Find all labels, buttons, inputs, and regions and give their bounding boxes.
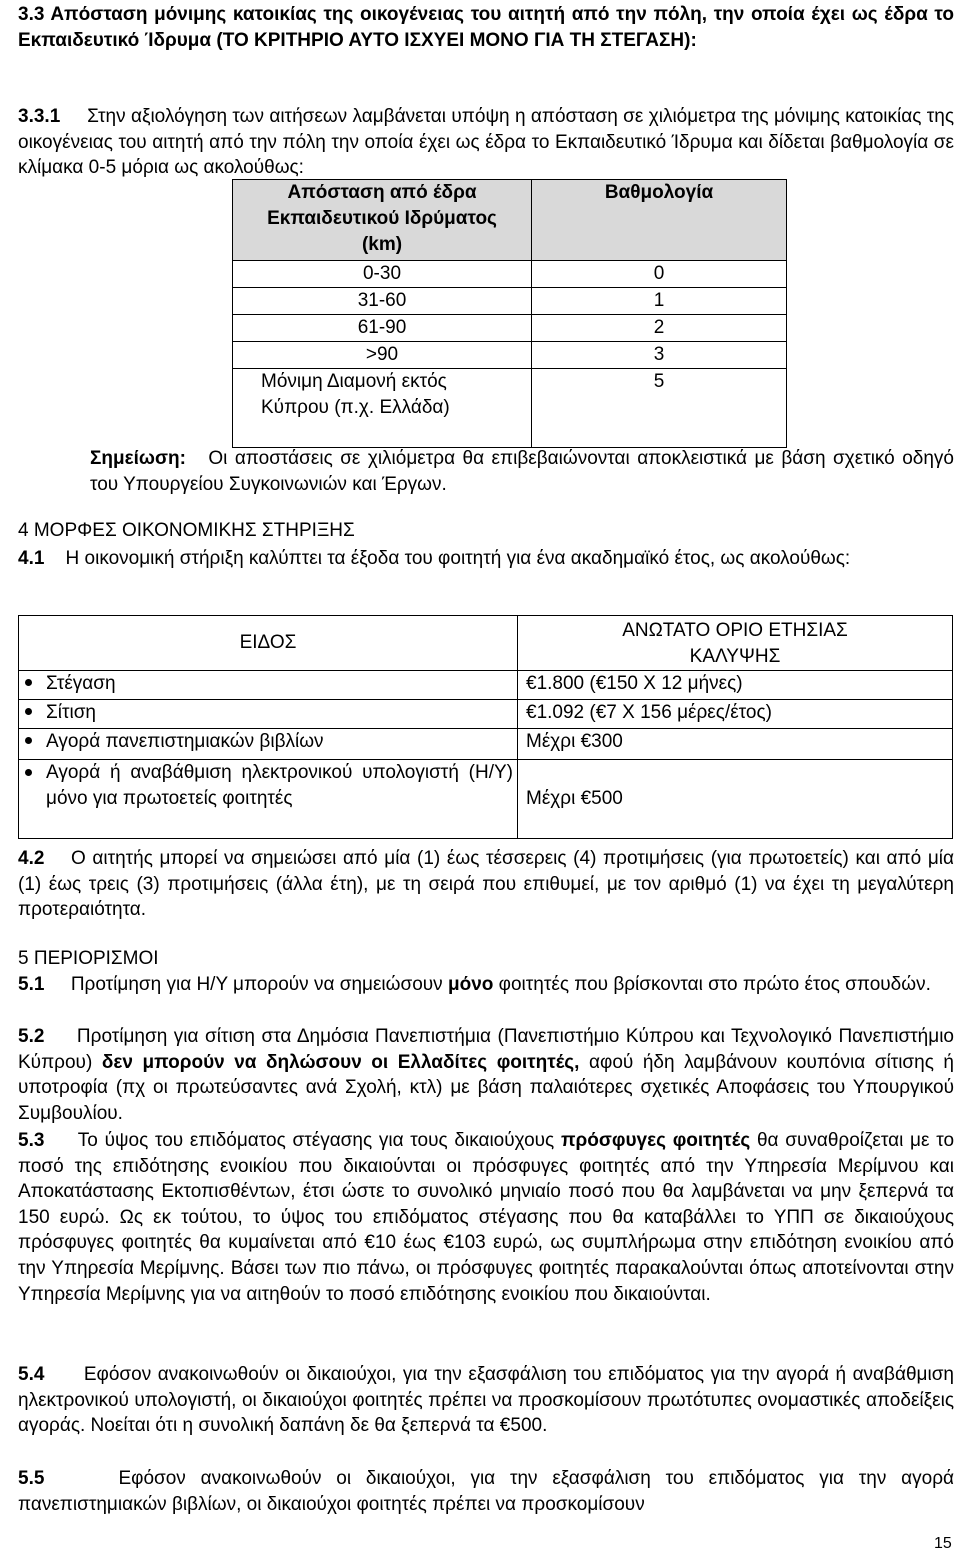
paragraph-5-5-text: Εφόσον ανακοινωθούν οι δικαιούχοι, για την εξασφάλιση του επιδόματος για την αγορά πανεπιστημιακών βιβλίων, οι δικαιούχοι φοιτητές πρέπει να προσκομίσουν (18, 1468, 954, 1515)
distance-cell: 31-60 (233, 288, 532, 315)
support-limits-table (18, 615, 953, 839)
table-row (233, 369, 787, 448)
distance-cell: 61-90 (233, 315, 532, 342)
paragraph-5-4 (18, 1362, 954, 1439)
score-cell: 0 (532, 261, 787, 288)
section-5-heading-text: 5 ΠΕΡΙΟΡΙΣΜΟΙ (18, 948, 159, 969)
page-number: 15 (934, 1535, 952, 1552)
paragraph-4-1-number: 4.1 (18, 548, 45, 569)
paragraph-5-3 (18, 1128, 954, 1307)
paragraph-5-2 (18, 1024, 954, 1126)
paragraph-4-1 (18, 546, 954, 572)
paragraph-5-3-text-c: θα συναθροίζεται με το ποσό της επιδότησης ενοικίου που δικαιούνται οι πρόσφυγες φοιτητές από την Υπηρεσία Μερίμνου και Αποκατάστασης Εκτοπισθέντων, έτσι ώστε το συνολικό μηνιαίο ποσό που θα λαμβάνεται να μην ξεπερνά τα 150 ευρώ. Ως εκ τούτου, το ύψος του επιδόματος στέγασης που θα καταβάλλει το ΥΠΠ σε δικαιούχους πρόσφυγες φοιτητές θα κυμαίνεται από €10 έως €103 ευρώ, ως συμπλήρωμα στην επιδότηση ενοικίου από την Υπηρεσία Μερίμνης. Βάσει των πιο πάνω, οι πρόσφυγες φοιτητές παρακαλούνται όπως αποτείνονται στην Υπηρεσία Μερίμνης για να αιτηθούν το ποσό επιδότησης ενοικίου που δικαιούνται. (18, 1130, 955, 1305)
kind-cell (19, 729, 518, 760)
table-row (233, 315, 787, 342)
paragraph-5-2-number: 5.2 (18, 1026, 45, 1047)
distance-column-header: Απόσταση από έδρα Εκπαιδευτικού Ιδρύματος (km) (233, 180, 532, 261)
section-3-3-heading (18, 2, 954, 53)
paragraph-5-1-text-c: φοιτητές που βρίσκονται στο πρώτο έτος σπουδών. (498, 974, 931, 995)
note-text: Οι αποστάσεις σε χιλιόμετρα θα επιβεβαιώνονται αποκλειστικά με βάση σχετικό οδηγό του Υπουργείου Συγκοινωνιών και Έργων. (90, 448, 954, 495)
note-label: Σημείωση: (90, 448, 186, 469)
kind-text: Αγορά πανεπιστημιακών βιβλίων (46, 731, 324, 752)
paragraph-3-3-1-number: 3.3.1 (18, 106, 61, 127)
limit-column-header (518, 616, 953, 671)
section-3-3-heading-text: 3.3 Απόσταση μόνιμης κατοικίας της οικογένειας του αιτητή από την πόλη, την οποία έχει ως έδρα το Εκπαιδευτικό Ίδρυμα (ΤΟ ΚΡΙΤΗΡΙΟ ΑΥΤΟ ΙΣΧΥΕΙ ΜΟΝΟ ΓΙΑ ΤΗ ΣΤΕΓΑΣΗ): (18, 4, 954, 51)
kind-cell (19, 760, 518, 839)
table-row (233, 342, 787, 369)
paragraph-5-1-text-a: Προτίμηση για Η/Υ μπορούν να σημειώσουν (70, 974, 443, 995)
distance-cell: 0-30 (233, 261, 532, 288)
distance-score-table (232, 179, 787, 448)
bullet-icon (25, 708, 32, 715)
section-4-heading-text: 4 ΜΟΡΦΕΣ ΟΙΚΟΝΟΜΙΚΗΣ ΣΤΗΡΙΞΗΣ (18, 520, 355, 541)
kind-text: Στέγαση (46, 673, 116, 694)
table-row (19, 700, 953, 729)
limit-cell: €1.800 (€150 Χ 12 μήνες) (518, 671, 953, 700)
paragraph-5-1-number: 5.1 (18, 974, 45, 995)
table-row (233, 288, 787, 315)
paragraph-5-4-text: Εφόσον ανακοινωθούν οι δικαιούχοι, για την εξασφάλιση του επιδόματος για την αγορά ή αναβάθμιση ηλεκτρονικού υπολογιστή, οι δικαιούχοι φοιτητές πρέπει να προσκομίσουν πρωτότυπες ονομαστικές αποδείξεις αγοράς. Νοείται ότι η συνολική δαπάνη δε θα ξεπερνά τα €500. (18, 1364, 954, 1437)
limit-cell: Μέχρι €500 (518, 760, 953, 839)
bullet-icon (25, 737, 32, 744)
paragraph-3-3-1 (18, 104, 954, 181)
score-column-header: Βαθμολογία (532, 180, 787, 261)
paragraph-4-2 (18, 846, 954, 923)
paragraph-5-1-text-bold: μόνο (447, 974, 494, 995)
bullet-icon (25, 769, 32, 776)
score-cell: 5 (532, 369, 787, 448)
score-cell: 3 (532, 342, 787, 369)
paragraph-5-2-text-bold: δεν μπορούν να δηλώσουν οι Ελλαδίτες φοιτητές, (101, 1051, 580, 1073)
kind-cell (19, 700, 518, 729)
kind-text: Σίτιση (46, 702, 96, 723)
kind-column-header: ΕΙΔΟΣ (19, 616, 518, 671)
score-cell: 2 (532, 315, 787, 342)
support-table-header (19, 616, 953, 671)
limit-column-header-text: ΑΝΩΤΑΤΟ ΟΡΙΟ ΕΤΗΣΙΑΣ ΚΑΛΥΨΗΣ (622, 620, 848, 667)
distance-cell: Μόνιμη Διαμονή εκτός Κύπρου (π.χ. Ελλάδα) (233, 369, 532, 448)
distance-cell: >90 (233, 342, 532, 369)
score-cell: 1 (532, 288, 787, 315)
bullet-icon (25, 679, 32, 686)
note-paragraph (90, 446, 954, 497)
limit-cell: Μέχρι €300 (518, 729, 953, 760)
kind-text: Αγορά ή αναβάθμιση ηλεκτρονικού υπολογιστή (Η/Υ) μόνο για πρωτοετείς φοιτητές (46, 762, 513, 809)
paragraph-4-2-text: Ο αιτητής μπορεί να σημειώσει από μία (1) έως τέσσερεις (4) προτιμήσεις (για πρωτοετείς) και από μία (1) έως τρεις (3) προτιμήσεις (άλλα έτη), με τη σειρά που επιθυμεί, με τον αριθμό (1) να έχει τη μεγαλύτερη προτεραιότητα. (18, 848, 954, 921)
paragraph-5-3-text-a: Το ύψος του επιδόματος στέγασης για τους δικαιούχους (77, 1130, 555, 1151)
table-row (19, 729, 953, 760)
section-5-heading (18, 946, 954, 972)
paragraph-5-1 (18, 972, 954, 998)
paragraph-5-5-number: 5.5 (18, 1468, 45, 1489)
table-row (19, 760, 953, 839)
paragraph-5-5 (18, 1466, 954, 1517)
paragraph-3-3-1-text: Στην αξιολόγηση των αιτήσεων λαμβάνεται υπόψη η απόσταση σε χιλιόμετρα της μόνιμης κατοικίας της οικογένειας του αιτητή από την πόλη την οποία έχει ως έδρα το Εκπαιδευτικό Ίδρυμα και δίδεται βαθμολογία σε κλίμακα 0-5 μόρια ως ακολούθως: (18, 106, 954, 179)
table-row (19, 671, 953, 700)
section-4-heading (18, 518, 954, 544)
table-row (233, 261, 787, 288)
paragraph-5-2-text-c: αφού ήδη λαμβάνουν κουπόνια σίτισης ή υποτροφία (πχ οι πρωτεύσαντες ανά Σχολή, κτλ) με βάση παλαιότερες σχετικές Αποφάσεις του Υπουργικού Συμβουλίου. (18, 1051, 954, 1124)
paragraph-5-4-number: 5.4 (18, 1364, 45, 1385)
paragraph-4-2-number: 4.2 (18, 848, 45, 869)
paragraph-4-1-text: Η οικονομική στήριξη καλύπτει τα έξοδα του φοιτητή για ένα ακαδημαϊκό έτος, ως ακολούθως: (65, 548, 851, 569)
paragraph-5-3-text-bold: πρόσφυγες φοιτητές (560, 1130, 751, 1151)
paragraph-5-3-number: 5.3 (18, 1130, 45, 1151)
distance-table-header (233, 180, 787, 261)
kind-cell (19, 671, 518, 700)
paragraph-5-2-text-a: Προτίμηση για σίτιση στα Δημόσια Πανεπιστήμια (Πανεπιστήμιο Κύπρου και Τεχνολογικό Πανεπιστήμιο Κύπρου) (18, 1026, 954, 1073)
limit-cell: €1.092 (€7 Χ 156 μέρες/έτος) (518, 700, 953, 729)
